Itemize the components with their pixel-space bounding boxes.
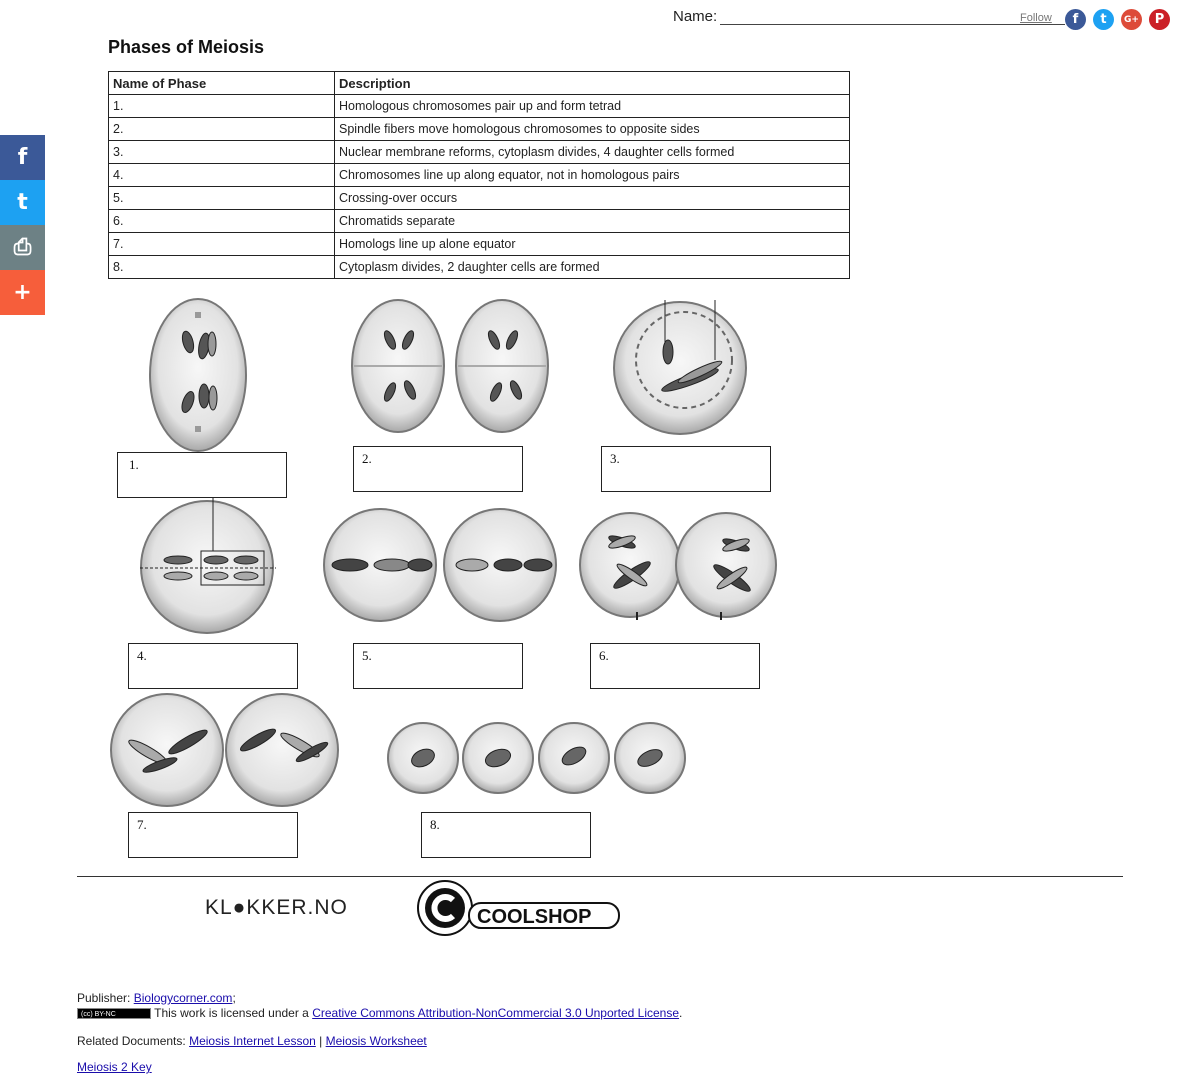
follow-label: Follow <box>1020 12 1052 24</box>
label-number: 6. <box>599 648 609 663</box>
label-box-6[interactable] <box>590 643 760 689</box>
publisher-line <box>77 991 236 1005</box>
label-box-5[interactable] <box>353 643 523 689</box>
plus-icon: + <box>13 280 32 305</box>
license-link[interactable]: Creative Commons Attribution-NonCommercial 3.0 Unported License <box>312 1006 680 1020</box>
cc-license-badge[interactable]: (cc) BY-NC <box>77 1008 151 1019</box>
label-number: 8. <box>430 817 440 832</box>
follow-facebook-glyph: f <box>1072 12 1079 27</box>
phase-description: Homologous chromosomes pair up and form tetrad <box>335 95 850 118</box>
phase-number[interactable]: 5. <box>109 187 335 210</box>
related-label: Related Documents: <box>77 1034 186 1048</box>
key-line <box>77 1060 152 1074</box>
column-header-description: Description <box>335 72 850 95</box>
related-link-internet-lesson[interactable]: Meiosis Internet Lesson <box>189 1034 316 1048</box>
label-box-7[interactable] <box>128 812 298 858</box>
publisher-suffix: ; <box>232 991 236 1005</box>
license-prefix: This work is licensed under a <box>154 1006 309 1020</box>
phase-number[interactable]: 4. <box>109 164 335 187</box>
label-box-4[interactable] <box>128 643 298 689</box>
label-number: 4. <box>137 648 147 663</box>
follow-twitter-glyph: t <box>1100 12 1107 27</box>
related-link-worksheet[interactable]: Meiosis Worksheet <box>325 1034 427 1048</box>
twitter-share-icon: t <box>17 190 28 215</box>
cell-diagram-4 <box>140 498 276 633</box>
phase-description: Chromatids separate <box>335 210 850 233</box>
label-box-8[interactable] <box>421 812 591 858</box>
label-number: 5. <box>362 648 372 663</box>
coolshop-logo[interactable] <box>417 880 623 938</box>
label-number: 7. <box>137 817 147 832</box>
cell-diagram-2 <box>352 300 548 432</box>
phase-number[interactable]: 8. <box>109 256 335 279</box>
coolshop-logo-text: COOLSHOP <box>477 906 592 928</box>
label-number: 3. <box>610 451 620 466</box>
phase-number[interactable]: 7. <box>109 233 335 256</box>
cell-diagram-1 <box>150 299 246 451</box>
phase-description: Homologs line up alone equator <box>335 233 850 256</box>
publisher-label: Publisher: <box>77 991 131 1005</box>
phase-description: Cytoplasm divides, 2 daughter cells are formed <box>335 256 850 279</box>
phase-number[interactable]: 2. <box>109 118 335 141</box>
related-separator: | <box>319 1034 323 1048</box>
name-label: Name: <box>673 8 718 25</box>
print-icon: ⎙ <box>13 235 32 260</box>
license-line <box>77 1006 682 1020</box>
meiosis-2-key-link[interactable]: Meiosis 2 Key <box>77 1060 152 1074</box>
label-number: 2. <box>362 451 372 466</box>
cell-diagram-5 <box>324 509 556 621</box>
label-number: 1. <box>129 457 139 472</box>
label-box-2[interactable] <box>353 446 523 492</box>
license-suffix: . <box>679 1006 683 1020</box>
phase-number[interactable]: 3. <box>109 141 335 164</box>
column-header-phase: Name of Phase <box>109 72 335 95</box>
follow-google-plus-glyph: G+ <box>1124 14 1139 25</box>
cell-diagram-3 <box>614 300 746 434</box>
cell-diagram-6 <box>580 513 776 620</box>
phase-number[interactable]: 6. <box>109 210 335 233</box>
label-box-1[interactable] <box>117 452 287 498</box>
facebook-share-icon: f <box>17 145 28 170</box>
phase-description: Spindle fibers move homologous chromosomes to opposite sides <box>335 118 850 141</box>
publisher-link[interactable]: Biologycorner.com <box>133 991 233 1005</box>
phase-description: Crossing-over occurs <box>335 187 850 210</box>
klokker-logo[interactable]: KL●KKER.NO <box>205 896 348 919</box>
follow-pinterest-glyph: P <box>1154 12 1165 27</box>
footer-divider <box>77 876 1123 877</box>
cell-diagram-7 <box>111 694 338 806</box>
related-documents <box>77 1034 427 1048</box>
phase-number[interactable]: 1. <box>109 95 335 118</box>
phase-description: Chromosomes line up along equator, not in homologous pairs <box>335 164 850 187</box>
page-title: Phases of Meiosis <box>108 37 265 57</box>
label-box-3[interactable] <box>601 446 771 492</box>
cell-diagram-8 <box>388 723 685 793</box>
phase-description: Nuclear membrane reforms, cytoplasm divides, 4 daughter cells formed <box>335 141 850 164</box>
